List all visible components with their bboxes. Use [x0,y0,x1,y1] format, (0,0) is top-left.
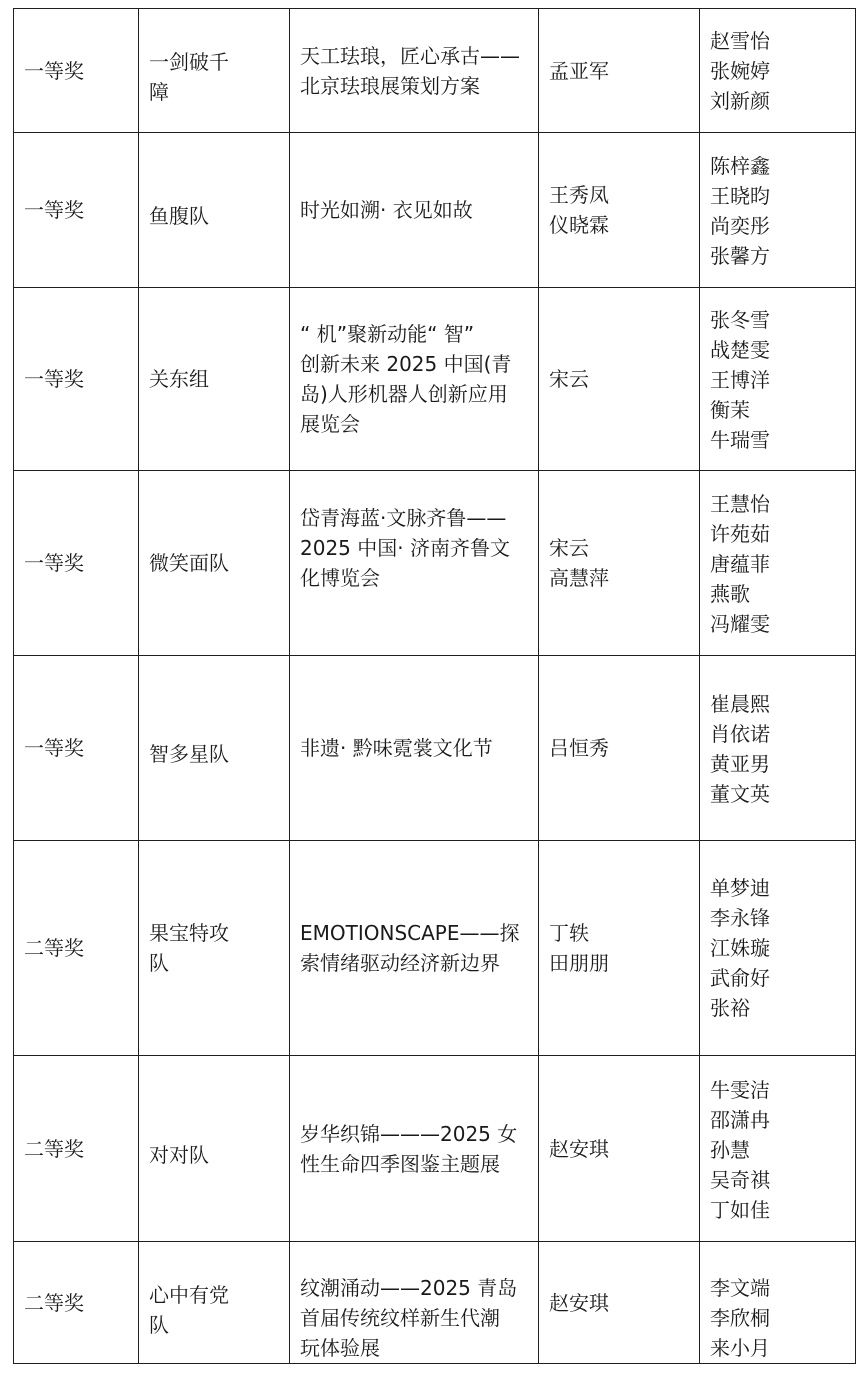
member-name: 赵雪怡 [710,28,770,53]
members-cell [700,841,856,1056]
prize-text: 一等奖 [24,58,84,83]
member-name: 邵潇冉 [710,1107,770,1132]
project-cell [290,656,539,841]
tutor-cell [539,1242,700,1364]
table-row [14,656,856,841]
members-cell [700,288,856,471]
member-name: 丁如佳 [710,1197,770,1222]
team-cell [139,841,290,1056]
team-name-line: 一剑破千 [149,49,229,74]
member-name: 牛雯洁 [710,1077,770,1102]
tutor-name: 赵安琪 [549,1136,609,1161]
tutor-cell [539,656,700,841]
project-title-line: 北京珐琅展策划方案 [300,73,480,98]
members-cell [700,471,856,656]
member-name: 王博洋 [710,368,770,392]
project-cell [290,288,539,471]
member-name: 张裕 [710,996,750,1020]
member-name: 崔晨熙 [710,692,770,716]
members-cell [700,9,856,133]
prize-cell [14,471,139,656]
member-name: 尚奕彤 [710,214,770,238]
prize-cell [14,9,139,133]
members-cell [700,1056,856,1242]
team-name-line: 队 [149,1312,169,1337]
tutor-name: 宋云 [549,536,589,560]
prize-cell [14,133,139,288]
tutor-cell [539,133,700,288]
tutor-cell [539,471,700,656]
project-title-line: 岁华织锦———2025 女 [300,1121,518,1146]
member-name: 陈梓鑫 [710,154,770,178]
team-cell [139,656,290,841]
member-name: 战楚雯 [710,338,770,362]
members-cell [700,1242,856,1364]
table-row [14,1056,856,1242]
project-cell [290,1056,539,1242]
project-title-line: 性生命四季图鉴主题展 [300,1151,500,1176]
prize-text: 一等奖 [24,198,84,222]
member-name: 牛瑞雪 [710,428,770,452]
team-name-line: 障 [149,79,169,104]
member-name: 唐蕴菲 [710,552,770,576]
prize-cell [14,288,139,471]
team-name-line: 鱼腹队 [149,204,209,228]
members-cell [700,656,856,841]
member-name: 黄亚男 [710,752,770,776]
team-name-line: 队 [149,951,169,975]
tutor-name: 高慧萍 [549,566,609,590]
tutor-cell [539,288,700,471]
member-name: 李永锋 [710,906,770,930]
member-name: 吴奇祺 [710,1167,770,1192]
team-cell [139,1242,290,1364]
team-name-line: 心中有党 [149,1282,229,1307]
team-cell [139,471,290,656]
member-name: 孙慧 [710,1137,750,1162]
member-name: 肖依诺 [710,722,770,746]
project-cell [290,841,539,1056]
member-name: 来小月 [710,1336,770,1360]
member-name: 张冬雪 [710,308,770,332]
project-title-line: 岛)人形机器人创新应用 [300,382,508,406]
project-title-line: 时光如溯· 衣见如故 [300,198,473,222]
prize-cell [14,1242,139,1364]
project-title-line: 索情绪驱动经济新边界 [300,951,500,975]
project-title-line: EMOTIONSCAPE——探 [300,921,520,945]
member-name: 武俞好 [710,966,770,990]
table-row [14,841,856,1056]
team-name-line: 关东组 [149,367,209,391]
prize-text: 一等奖 [24,551,84,575]
project-title-line: 非遗· 黔味霓裳文化节 [300,736,493,760]
table-row [14,9,856,133]
project-title-line: 展览会 [300,412,360,436]
member-name: 董文英 [710,782,770,806]
awards-table [13,8,856,1364]
prize-cell [14,1056,139,1242]
prize-text: 一等奖 [24,367,84,391]
tutor-cell [539,9,700,133]
member-name: 王慧怡 [710,492,770,516]
project-title-line: 玩体验展 [300,1336,380,1360]
tutor-name: 王秀凤 [549,183,609,207]
prize-text: 二等奖 [24,1136,84,1161]
project-title-line: 创新未来 2025 中国(青 [300,352,512,376]
project-cell [290,9,539,133]
team-cell [139,288,290,471]
tutor-name: 丁轶 [549,921,589,945]
prize-cell [14,841,139,1056]
table-row [14,288,856,471]
tutor-cell [539,1056,700,1242]
awards-table-body [14,9,856,1364]
team-name-line: 微笑面队 [149,551,229,575]
project-cell [290,471,539,656]
tutor-name: 田朋朋 [549,951,609,975]
member-name: 张婉婷 [710,58,770,83]
members-cell [700,133,856,288]
project-title-line: 首届传统纹样新生代潮 [300,1306,500,1330]
table-row [14,1242,856,1364]
member-name: 王晓昀 [710,184,770,208]
tutor-name: 吕恒秀 [549,736,609,760]
team-name-line: 智多星队 [149,742,229,766]
tutor-name: 宋云 [549,367,589,391]
project-cell [290,1242,539,1364]
prize-text: 二等奖 [24,936,84,960]
team-name-line: 对对队 [149,1142,209,1167]
member-name: 许苑茹 [710,522,770,546]
prize-cell [14,656,139,841]
team-cell [139,9,290,133]
member-name: 单梦迪 [710,876,770,900]
project-title-line: 岱青海蓝·文脉齐鲁—— [300,506,507,530]
prize-text: 一等奖 [24,736,84,760]
member-name: 李文端 [710,1276,770,1300]
project-title-line: 化博览会 [300,566,380,590]
project-title-line: 2025 中国· 济南齐鲁文 [300,536,510,560]
member-name: 江姝璇 [710,936,770,960]
prize-text: 二等奖 [24,1290,84,1315]
table-row [14,471,856,656]
project-cell [290,133,539,288]
team-cell [139,1056,290,1242]
team-name-line: 果宝特攻 [149,921,229,945]
project-title-line: 天工珐琅，匠心承古—— [300,43,520,68]
tutor-cell [539,841,700,1056]
member-name: 李欣桐 [710,1306,770,1330]
tutor-name: 仪晓霖 [549,213,609,237]
tutor-name: 赵安琪 [549,1290,609,1315]
member-name: 刘新颜 [710,88,770,113]
tutor-name: 孟亚军 [549,58,609,83]
member-name: 衡茉 [710,398,750,422]
member-name: 冯耀雯 [710,612,770,636]
project-title-line: “ 机”聚新动能“ 智” [300,322,475,346]
project-title-line: 纹潮涌动——2025 青岛 [300,1276,518,1300]
table-row [14,133,856,288]
team-cell [139,133,290,288]
member-name: 张馨方 [710,244,770,268]
member-name: 燕歌 [710,582,750,606]
